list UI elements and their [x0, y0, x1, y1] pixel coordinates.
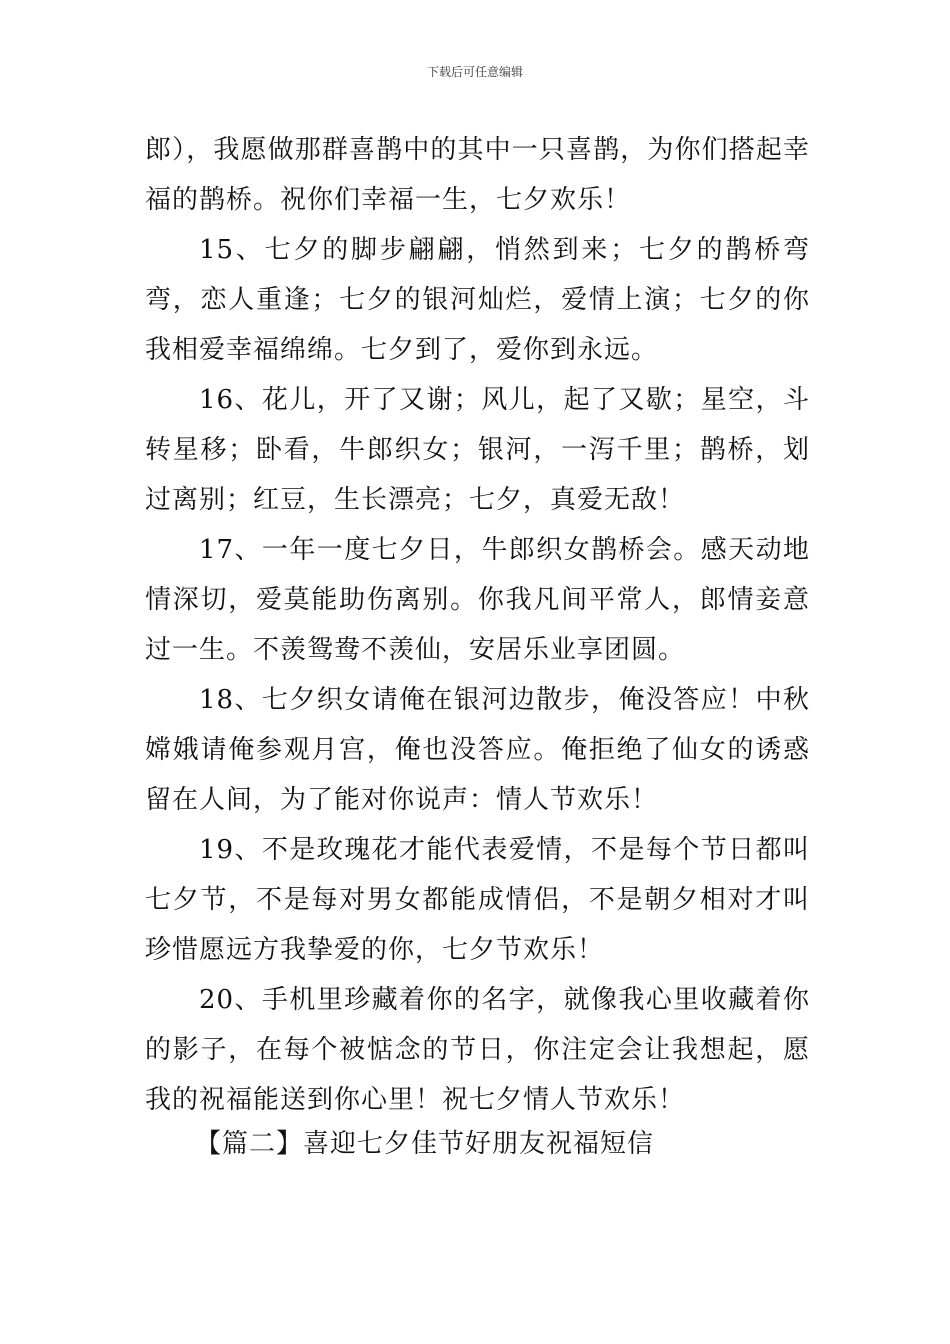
page-header: 下载后可任意编辑	[426, 65, 523, 79]
section-heading: 【篇二】喜迎七夕佳节好朋友祝福短信	[195, 1129, 655, 1159]
paragraph-18: 18、七夕织女请俺在银河边散步，俺没答应！中秋嫦娥请俺参观月宫，俺也没答应。俺拒绝了仙女的诱惑留在人间，为了能对你说声：情人节欢乐！	[145, 685, 810, 815]
paragraph-16: 16、花儿，开了又谢；风儿，起了又歇；星空，斗转星移；卧看，牛郎织女；银河，一泻千里；鹊桥，划过离别；红豆，生长漂亮；七夕，真爱无敌！	[145, 385, 810, 515]
paragraph-17: 17、一年一度七夕日，牛郎织女鹊桥会。感天动地情深切，爱莫能助伤离别。你我凡间平常人，郎情妾意过一生。不羡鸳鸯不羡仙，安居乐业享团圆。	[145, 535, 810, 665]
paragraph-20: 20、手机里珍藏着你的名字，就像我心里收藏着你的影子，在每个被惦念的节日，你注定会让我想起，愿我的祝福能送到你心里！祝七夕情人节欢乐！	[145, 985, 810, 1115]
body-text	[145, 125, 810, 1125]
paragraph-15: 15、七夕的脚步翩翩，悄然到来；七夕的鹊桥弯弯，恋人重逢；七夕的银河灿烂，爱情上演；七夕的你我相爱幸福绵绵。七夕到了，爱你到永远。	[145, 235, 810, 365]
paragraph-19: 19、不是玫瑰花才能代表爱情，不是每个节日都叫七夕节，不是每对男女都能成情侣，不是朝夕相对才叫珍惜愿远方我挚爱的你，七夕节欢乐！	[145, 835, 810, 965]
paragraph-continued: 郎），我愿做那群喜鹊中的其中一只喜鹊，为你们搭起幸福的鹊桥。祝你们幸福一生，七夕欢乐！	[145, 135, 810, 215]
